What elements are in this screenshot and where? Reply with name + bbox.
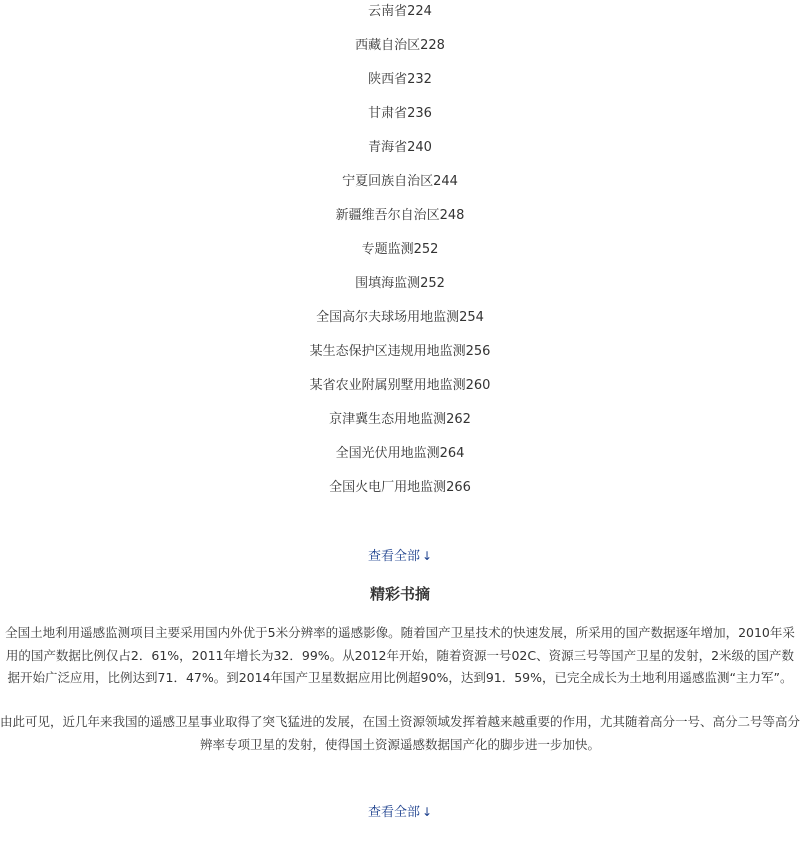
toc-item: 西藏自治区228 bbox=[355, 38, 445, 53]
arrow-down-icon: ↓ bbox=[421, 805, 433, 819]
toc-item: 全国高尔夫球场用地监测254 bbox=[316, 310, 484, 325]
toc-item: 宁夏回族自治区244 bbox=[342, 174, 458, 189]
excerpt-paragraph: 全国土地利用遥感监测项目主要采用国内外优于5米分辨率的遥感影像。随着国产卫星技术的快速发展，所采用的国产数据逐年增加，2010年采用的国产数据比例仅占2．61%，2011年增长为32．99%。从2012年开始，随着资源一号02C、资源三号等国产卫星的发射，2米级的国产数据开始广泛应用，比例达到71．47%。到2014年国产卫星数据应用比例超90%，达到91．59%，已完全成长为土地利用遥感监测“主力军”。 bbox=[5, 625, 795, 685]
toc-item: 青海省240 bbox=[368, 140, 432, 155]
toc-item: 围填海监测252 bbox=[355, 276, 445, 291]
toc-item: 专题监测252 bbox=[361, 242, 439, 257]
toc-item: 陕西省232 bbox=[368, 72, 432, 87]
toc-item: 全国火电厂用地监测266 bbox=[329, 480, 471, 495]
arrow-down-icon: ↓ bbox=[421, 549, 433, 563]
toc-item: 云南省224 bbox=[368, 4, 432, 19]
toc-item: 某省农业附属别墅用地监测260 bbox=[309, 378, 491, 393]
toc-view-all-link[interactable] bbox=[0, 546, 800, 567]
view-all-label: 查看全部 bbox=[367, 805, 420, 820]
toc-item: 京津冀生态用地监测262 bbox=[329, 412, 471, 427]
excerpt-paragraph: 由此可见，近几年来我国的遥感卫星事业取得了突飞猛进的发展，在国土资源领域发挥着越来越重要的作用，尤其随着高分一号、高分二号等高分辨率专项卫星的发射，使得国土资源遥感数据国产化的脚步进一步加快。 bbox=[0, 714, 800, 752]
toc-item: 某生态保护区违规用地监测256 bbox=[309, 344, 491, 359]
view-all-label: 查看全部 bbox=[367, 549, 420, 564]
toc-item: 新疆维吾尔自治区248 bbox=[335, 208, 465, 223]
excerpt-title: 精彩书摘 bbox=[369, 585, 430, 603]
toc-item: 全国光伏用地监测264 bbox=[335, 446, 465, 461]
toc-item: 甘肃省236 bbox=[368, 106, 432, 121]
excerpt-view-all-link[interactable] bbox=[0, 802, 800, 823]
